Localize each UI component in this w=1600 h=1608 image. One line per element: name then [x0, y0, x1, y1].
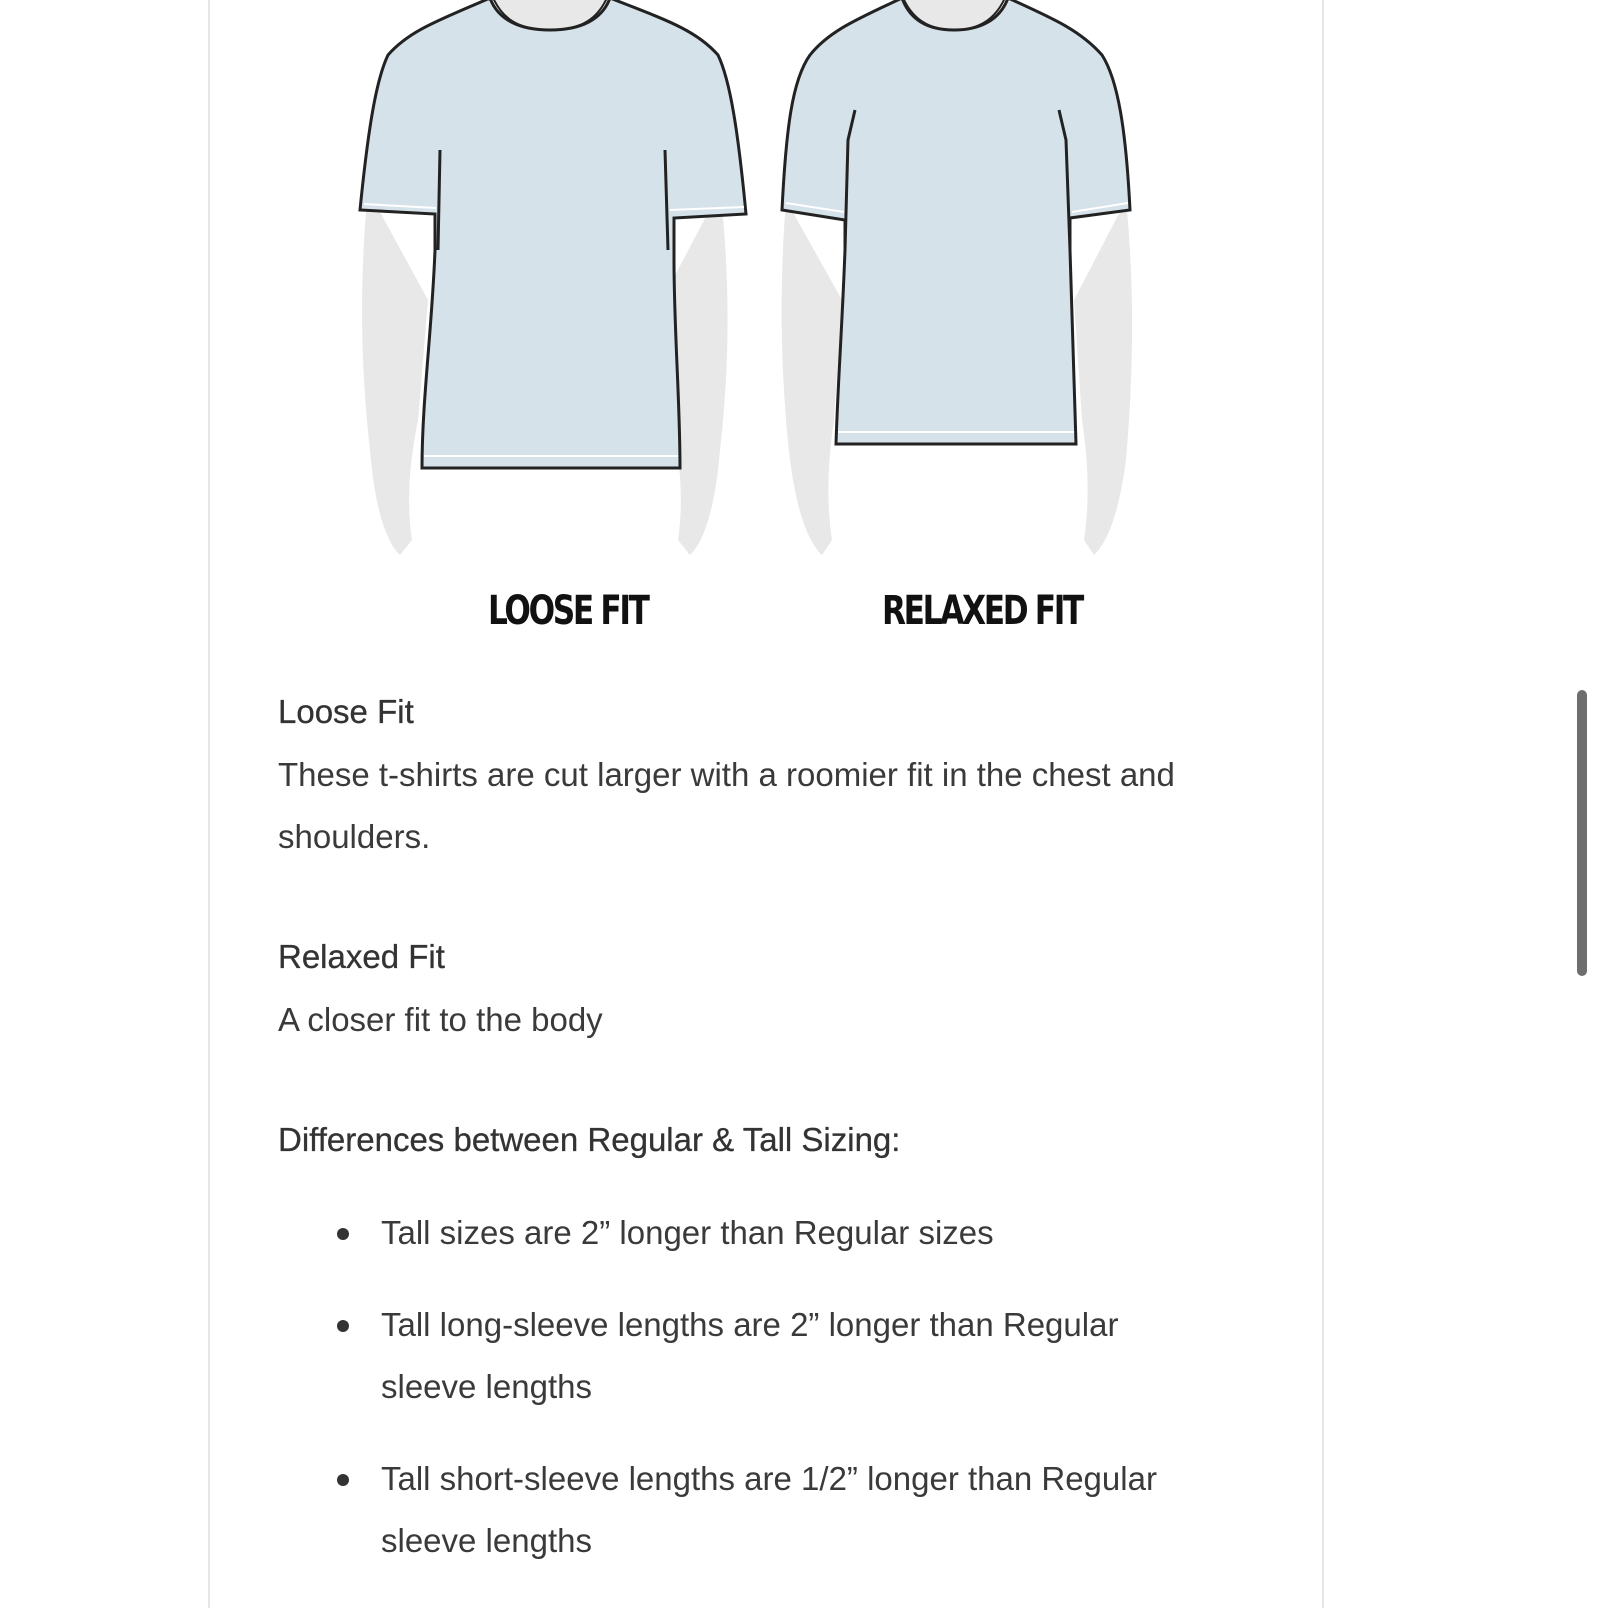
loose-fit-heading: Loose Fit — [278, 693, 414, 730]
list-item — [278, 1294, 1218, 1418]
scrollbar-thumb[interactable] — [1577, 690, 1587, 976]
list-item-text: Tall short-sleeve lengths are 1/2” longer than Regular sleeve lengths — [381, 1460, 1157, 1559]
sizing-differences-list — [278, 1202, 1218, 1602]
list-item-text: Tall long-sleeve lengths are 2” longer than Regular sleeve lengths — [381, 1306, 1119, 1405]
relaxed-fit-heading: Relaxed Fit — [278, 938, 445, 975]
bullet-icon — [337, 1474, 349, 1486]
list-item — [278, 1448, 1218, 1572]
list-item — [278, 1202, 1218, 1264]
loose-fit-caption: LOOSE FIT — [488, 588, 648, 634]
fit-comparison-illustration — [340, 0, 1170, 570]
relaxed-fit-caption: RELAXED FIT — [882, 588, 1082, 634]
loose-fit-figure — [360, 0, 746, 555]
sizing-differences-heading: Differences between Regular & Tall Sizing: — [278, 1121, 901, 1158]
bullet-icon — [337, 1228, 349, 1240]
list-item-text: Tall sizes are 2” longer than Regular sizes — [381, 1214, 994, 1251]
loose-fit-description: These t-shirts are cut larger with a roomier fit in the chest and shoulders. — [278, 756, 1175, 855]
relaxed-fit-description: A closer fit to the body — [278, 1001, 603, 1038]
relaxed-fit-figure — [782, 0, 1132, 555]
bullet-icon — [337, 1320, 349, 1332]
